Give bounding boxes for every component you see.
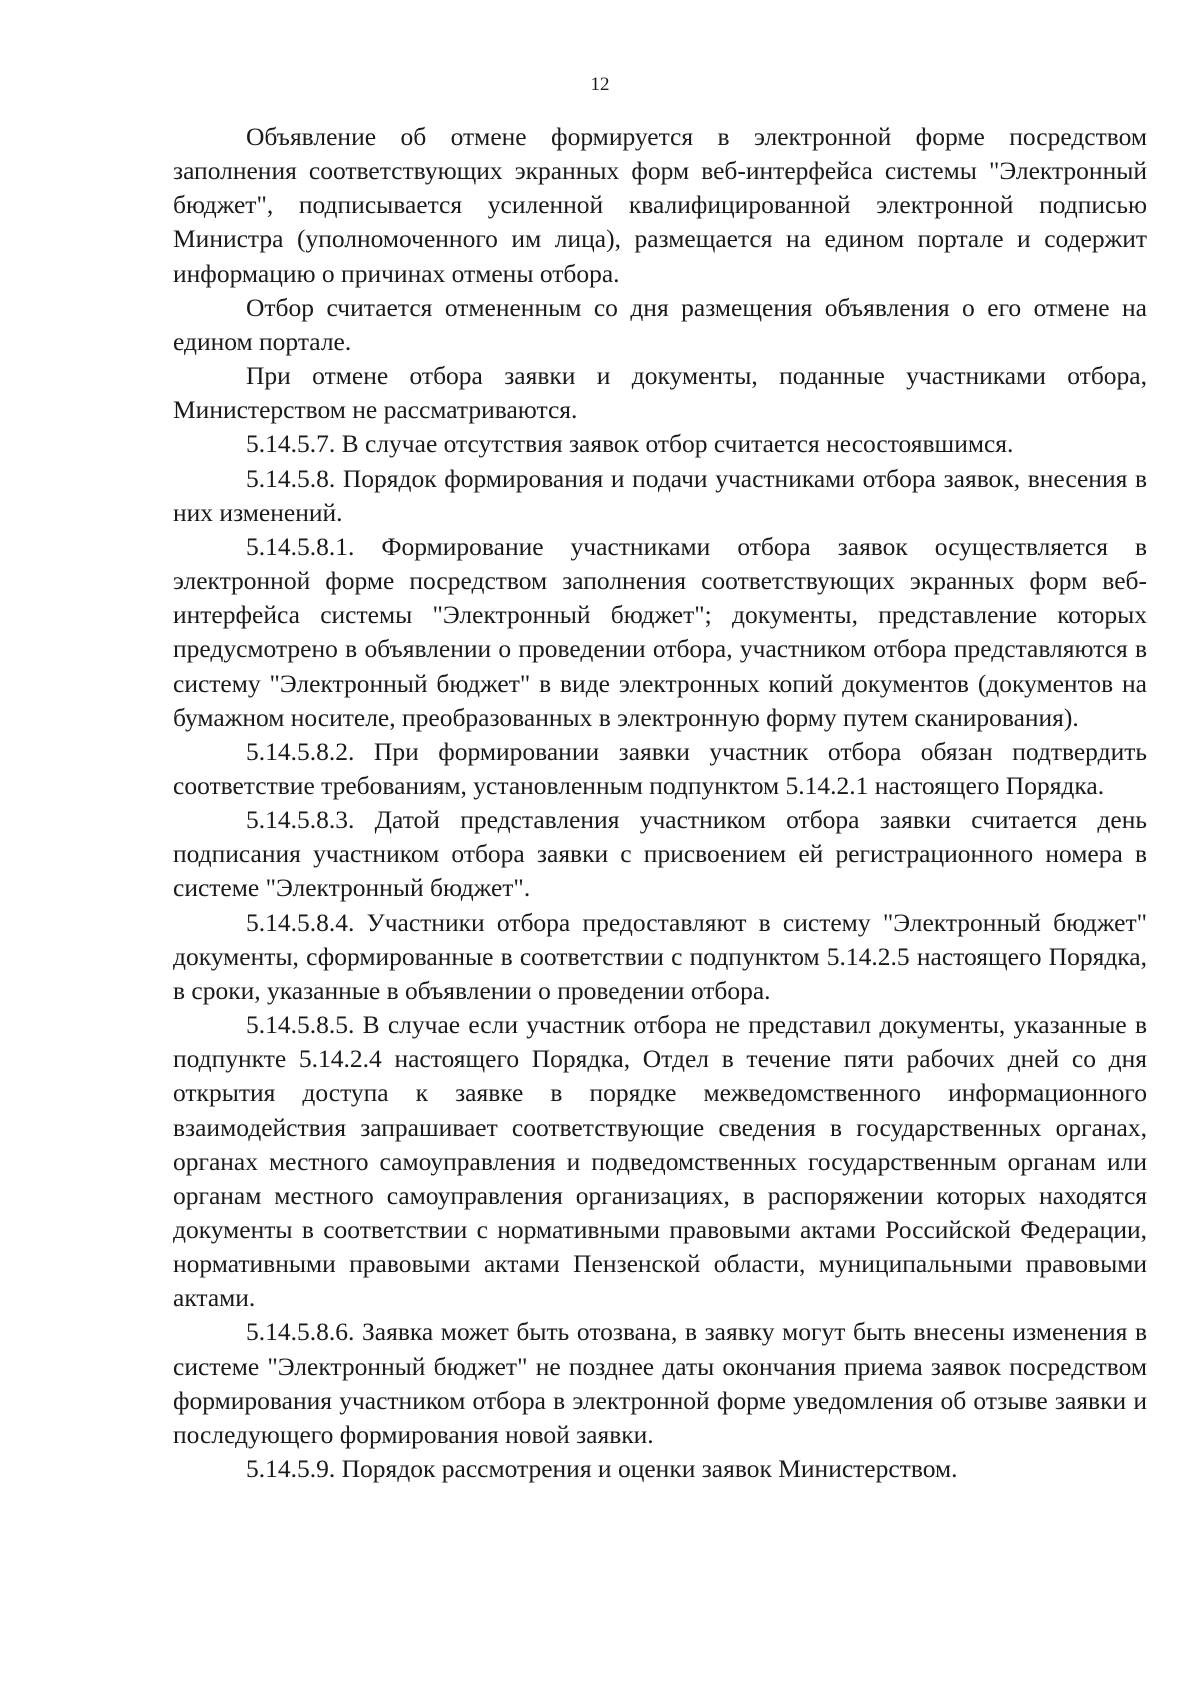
paragraph-5-14-5-8-1: 5.14.5.8.1. Формирование участниками отбора заявок осуществляется в электронной форме посредством заполнения соответствующих экранных форм веб-интерфейса системы "Электронный бюджет"; документы, представление которых предусмотрено в объявлении о проведении отбора, участником отбора представляются в систему "Электронный бюджет" в виде электронных копий документов (документов на бумажном носителе, преобразованных в электронную форму путем сканирования). xyxy=(173,531,1147,732)
paragraph-5-14-5-8-4: 5.14.5.8.4. Участники отбора предоставляют в систему "Электронный бюджет" документы, сформированные в соответствии с подпунктом 5.14.2.5 настоящего Порядка, в сроки, указанные в объявлении о проведении отбора. xyxy=(173,907,1147,1005)
paragraph-5-14-5-8-5: 5.14.5.8.5. В случае если участник отбора не представил документы, указанные в подпункте 5.14.2.4 настоящего Порядка, Отдел в течение пяти рабочих дней со дня открытия доступа к заявке в порядке межведомственного информационного взаимодействия запрашивает соответствующие сведения в государственных органах, органах местного самоуправления и подведомственных государственным органам или органам местного самоуправления организациях, в распоряжении которых находятся документы в соответствии с нормативными правовыми актами Российской Федерации, нормативными правовыми актами Пензенской области, муниципальными правовыми актами. xyxy=(173,1010,1147,1313)
page-number: 12 xyxy=(590,74,610,95)
paragraph-5-14-5-8-3: 5.14.5.8.3. Датой представления участником отбора заявки считается день подписания участником отбора заявки с присвоением ей регистрационного номера в системе "Электронный бюджет". xyxy=(173,805,1147,903)
paragraph-5-14-5-8: 5.14.5.8. Порядок формирования и подачи участниками отбора заявок, внесения в них изменений. xyxy=(173,463,1147,527)
paragraph-5-14-5-8-2: 5.14.5.8.2. При формировании заявки участник отбора обязан подтвердить соответствие требованиям, установленным подпунктом 5.14.2.1 настоящего Порядка. xyxy=(173,736,1147,800)
document-body xyxy=(173,120,1147,1486)
paragraph-selection-cancelled: Отбор считается отмененным со дня размещения объявления о его отмене на едином портале. xyxy=(173,292,1147,356)
paragraph-5-14-5-7: 5.14.5.7. В случае отсутствия заявок отбор считается несостоявшимся. xyxy=(246,429,1014,459)
paragraph-5-14-5-9: 5.14.5.9. Порядок рассмотрения и оценки заявок Министерством. xyxy=(246,1454,958,1484)
paragraph-5-14-5-8-6: 5.14.5.8.6. Заявка может быть отозвана, в заявку могут быть внесены изменения в системе "Электронный бюджет" не позднее даты окончания приема заявок посредством формирования участником отбора в электронной форме уведомления об отзыве заявки и последующего формирования новой заявки. xyxy=(173,1317,1147,1449)
paragraph-cancellation-announcement: Объявление об отмене формируется в электронной форме посредством заполнения соответствующих экранных форм веб-интерфейса системы "Электронный бюджет", подписывается усиленной квалифицированной электронной подписью Министра (уполномоченного им лица), размещается на едином портале и содержит информацию о причинах отмены отбора. xyxy=(173,122,1147,288)
paragraph-applications-not-considered: При отмене отбора заявки и документы, поданные участниками отбора, Министерством не рассматриваются. xyxy=(173,361,1147,425)
